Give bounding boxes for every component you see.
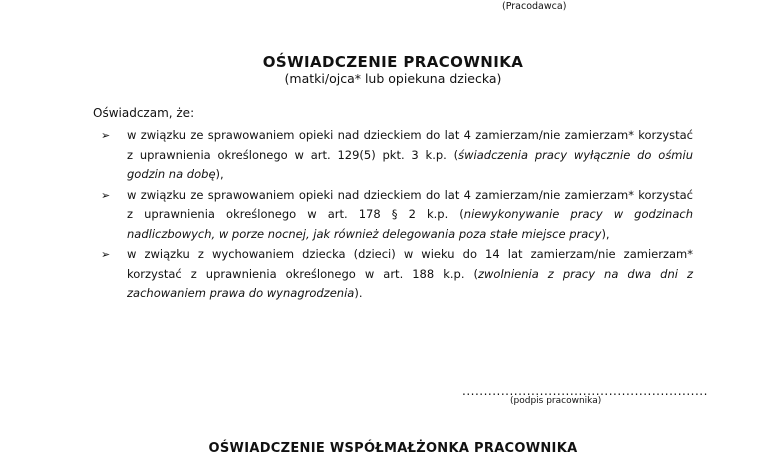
item-text: w związku ze sprawowaniem opieki nad dzieckiem do lat 4 zamierzam/nie zamierzam* korzystać z uprawnienia określonego w art. 129(5) pkt. 3 k.p. (	[127, 128, 693, 162]
spouse-statement-title: OŚWIADCZENIE WSPÓŁMAŁŻONKA PRACOWNIKA	[208, 441, 578, 456]
item-emphasis: świadczenia pracy wyłącznie do ośmiu godzin na dobę	[127, 147, 693, 181]
item-tail: ),	[215, 167, 224, 181]
statement-item	[101, 186, 693, 245]
statement-title: OŚWIADCZENIE PRACOWNIKA	[262, 53, 524, 71]
item-tail: ),	[601, 226, 610, 241]
arrow-bullet-icon: ➢	[101, 188, 111, 202]
arrow-bullet-icon: ➢	[101, 129, 111, 142]
statement-intro: Oświadczam, że:	[93, 106, 195, 120]
statement-item	[101, 245, 693, 304]
item-text: w związku ze sprawowaniem opieki nad dzieckiem do lat 4 zamierzam/nie zamierzam* korzystać z uprawnienia określonego w art. 178 § 2 k.p. (	[127, 187, 693, 221]
item-emphasis: zwolnienia z pracy na dwa dni z zachowaniem prawa do wynagrodzenia	[127, 266, 693, 300]
signature-label: (podpis pracownika)	[510, 396, 602, 406]
item-text: w związku z wychowaniem dziecka (dzieci) w wieku do 14 lat zamierzam/nie zamierzam* korzystać z uprawnienia określonego w art. 188 k.p. (	[127, 247, 693, 281]
statement-subtitle: (matki/ojca* lub opiekuna dziecka)	[284, 71, 502, 86]
signature-line: .........................................................	[462, 384, 708, 398]
arrow-bullet-icon: ➢	[101, 248, 111, 261]
item-tail: ).	[354, 286, 363, 300]
employer-label: (Pracodawca)	[502, 1, 567, 12]
statement-item	[101, 126, 693, 185]
item-emphasis: niewykonywanie pracy w godzinach nadliczbowych, w porze nocnej, jak również delegowania poza stałe miejsce pracy	[127, 207, 693, 241]
statement-items	[101, 126, 693, 305]
